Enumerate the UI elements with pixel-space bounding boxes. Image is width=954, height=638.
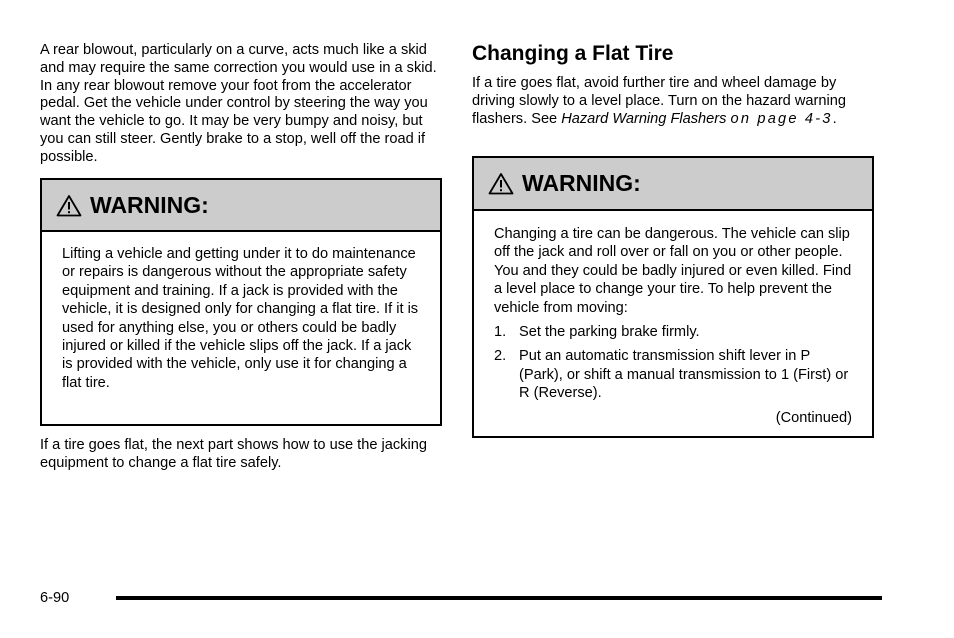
- warning-text: Changing a tire can be dangerous. The vehicle can slip off the jack and roll over or fall on you or other people. You and they could be badly injured or even killed. Find a level place to change your tire. To help prevent the vehicle from moving:: [494, 226, 852, 316]
- reference-end: .: [832, 110, 837, 127]
- warning-box-jack-safety: [40, 178, 442, 426]
- list-item: [494, 347, 852, 402]
- warning-triangle-icon: [56, 194, 82, 217]
- warning-text: Lifting a vehicle and getting under it to do maintenance or repairs is dangerous without the appropriate safety equipment and training. If a jack is provided with the vehicle, it is designed only for changing a flat tire. If it is used for anything else, you or others could be badly injured or killed if the vehicle slips off the jack. If a jack is provided with the vehicle, only use it for changing a flat tire.: [62, 246, 419, 391]
- hazard-flashers-reference[interactable]: Hazard Warning Flashers: [561, 110, 727, 127]
- warning-header: [42, 180, 440, 232]
- page-number: 6-90: [40, 590, 70, 606]
- list-item: [494, 323, 852, 341]
- warning-box-tire-change: [472, 156, 874, 438]
- continued-label: (Continued): [775, 409, 852, 426]
- flat-tire-intro-paragraph: [472, 75, 874, 128]
- warning-content: [474, 211, 872, 427]
- step-number: 2.: [494, 348, 507, 365]
- warning-header: [474, 158, 872, 211]
- footer-rule: [116, 596, 882, 600]
- jacking-intro-paragraph: If a tire goes flat, the next part shows how to use the jacking equipment to change a flat tire safely.: [40, 437, 427, 471]
- section-heading: Changing a Flat Tire: [472, 42, 674, 65]
- step-text: Put an automatic transmission shift lever in P (Park), or shift a manual transmission to 1 (First) or R (Reverse).: [519, 348, 849, 402]
- steps-list: [494, 323, 852, 403]
- step-text: Set the parking brake firmly.: [519, 324, 700, 341]
- warning-triangle-icon: [488, 172, 514, 195]
- warning-title: WARNING:: [522, 170, 641, 196]
- intro-text: If a tire goes flat, avoid further tire and wheel damage by driving slowly to a level place. Turn on the hazard warning flashers. See: [472, 75, 846, 127]
- blowout-paragraph: A rear blowout, particularly on a curve, acts much like a skid and may require the same correction you would use in a skid. In any rear blowout remove your foot from the accelerator pedal. Get the vehicle under control by steering the way you want the vehicle to go. It may be very bumpy and noisy, but you can still steer. Gently brake to a stop, well off the road if possible.: [40, 42, 437, 165]
- warning-title: WARNING:: [90, 191, 209, 218]
- step-number: 1.: [494, 324, 507, 341]
- reference-page[interactable]: on page 4-3: [730, 110, 833, 127]
